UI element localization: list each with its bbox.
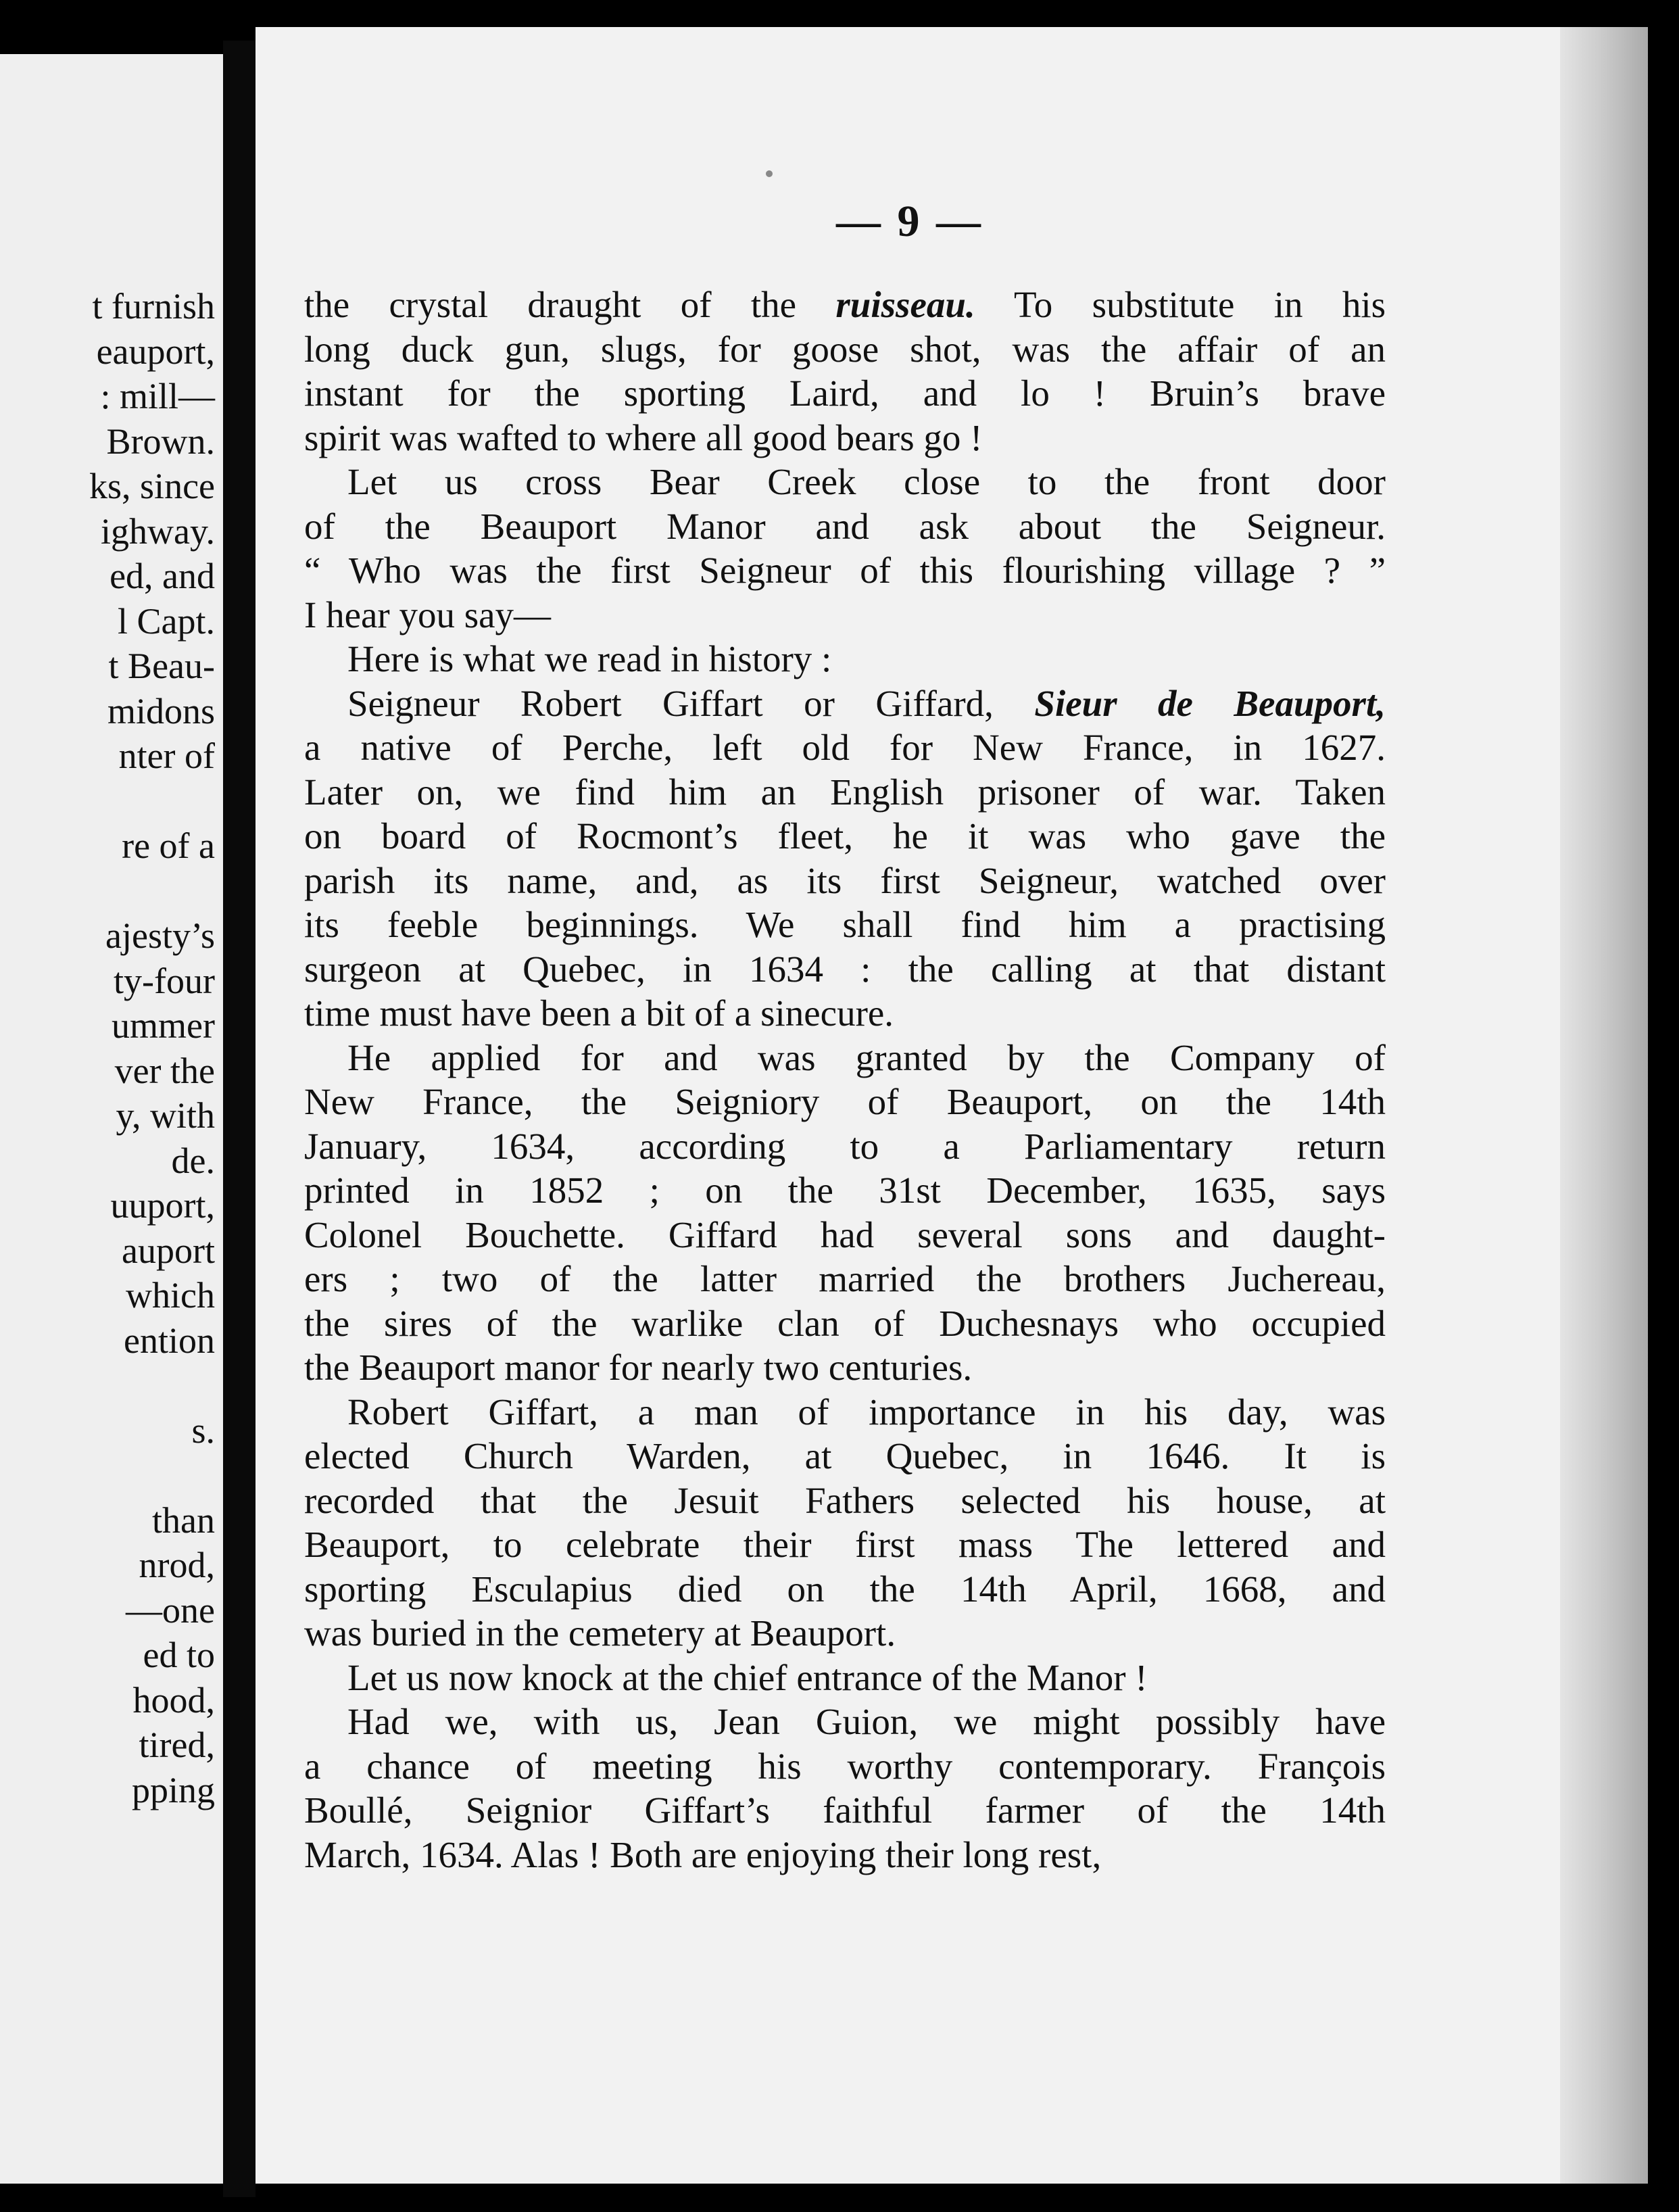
left-page-line: ed, and bbox=[110, 556, 215, 596]
left-page-line: nter of bbox=[118, 736, 215, 776]
text-run: recorded that the Jesuit Fathers selected his house, at bbox=[304, 1479, 1386, 1521]
text-run: He applied for and was granted by the Company of bbox=[347, 1036, 1386, 1078]
text-run: ers ; two of the latter married the brothers Juchereau, bbox=[304, 1258, 1386, 1299]
paper-speck bbox=[766, 170, 773, 177]
text-run: the Beauport manor for nearly two centuries. bbox=[304, 1347, 973, 1388]
text-line bbox=[304, 859, 1386, 903]
text-line bbox=[304, 460, 1386, 504]
text-line bbox=[304, 1833, 1386, 1877]
text-line bbox=[304, 1345, 1386, 1390]
text-run: time must have been a bit of a sinecure. bbox=[304, 992, 894, 1034]
text-line bbox=[304, 1611, 1386, 1656]
text-line bbox=[304, 1124, 1386, 1169]
paragraph bbox=[304, 681, 1386, 1036]
left-page-line: y, with bbox=[116, 1095, 215, 1136]
text-run: surgeon at Quebec, in 1634 : the calling at that distant bbox=[304, 948, 1386, 990]
left-page-line: nrod, bbox=[139, 1545, 215, 1585]
italic-term: ruisseau. bbox=[835, 284, 975, 325]
text-run: Robert Giffart, a man of importance in his day, was bbox=[347, 1391, 1386, 1433]
left-page-line: t Beau- bbox=[108, 646, 215, 686]
text-run: its feeble beginnings. We shall find him a practising bbox=[304, 904, 1386, 945]
text-run: March, 1634. Alas ! Both are enjoying their long rest, bbox=[304, 1833, 1102, 1875]
left-page-line: ummer bbox=[112, 1005, 215, 1046]
text-run: I hear you say— bbox=[304, 594, 552, 635]
left-page-line: ajesty’s bbox=[105, 915, 215, 956]
text-line bbox=[304, 283, 1386, 327]
text-run: Boullé, Seignior Giffart’s faithful farmer of the 14th bbox=[304, 1789, 1386, 1831]
text-run: elected Church Warden, at Quebec, in 1646. It is bbox=[304, 1435, 1386, 1476]
text-line bbox=[304, 1301, 1386, 1346]
text-line bbox=[304, 1656, 1386, 1700]
left-page-line: : mill— bbox=[100, 376, 215, 416]
book-spine bbox=[223, 41, 256, 2197]
body-text bbox=[304, 283, 1386, 1877]
page-edge bbox=[1560, 27, 1648, 2184]
left-page-line: l Capt. bbox=[118, 600, 215, 642]
text-run: long duck gun, slugs, for goose shot, was the affair of an bbox=[304, 328, 1386, 370]
text-line bbox=[304, 814, 1386, 859]
text-run: parish its name, and, as its first Seigneur, watched over bbox=[304, 859, 1386, 901]
italic-term: Sieur de Beauport, bbox=[1034, 682, 1386, 724]
text-line bbox=[304, 903, 1386, 947]
text-run: printed in 1852 ; on the 31st December, 1635, says bbox=[304, 1170, 1386, 1211]
text-line bbox=[304, 416, 1386, 460]
text-line bbox=[304, 681, 1386, 726]
left-page-line: ver the bbox=[114, 1050, 215, 1091]
left-page-line: midons bbox=[107, 690, 215, 731]
text-line bbox=[304, 593, 1386, 638]
text-line bbox=[304, 1788, 1386, 1833]
left-page-line: pping bbox=[131, 1769, 215, 1810]
text-line bbox=[304, 637, 1386, 681]
text-run: a chance of meeting his worthy contemporary. François bbox=[304, 1745, 1386, 1787]
right-page bbox=[256, 27, 1648, 2184]
text-run: January, 1634, according to a Parliamentary return bbox=[304, 1125, 1386, 1167]
paragraph bbox=[304, 1656, 1386, 1700]
left-page-line: ighway. bbox=[101, 510, 215, 552]
text-line bbox=[304, 947, 1386, 992]
left-page-line: de. bbox=[171, 1140, 215, 1181]
left-page-fragment bbox=[0, 54, 228, 2184]
text-run: Here is what we read in history : bbox=[347, 638, 832, 679]
left-page-line: ed to bbox=[143, 1635, 215, 1675]
text-run: of the Beauport Manor and ask about the Seigneur. bbox=[304, 505, 1386, 547]
left-page-line: than bbox=[152, 1499, 215, 1541]
text-line bbox=[304, 1744, 1386, 1789]
text-run: spirit was wafted to where all good bears go ! bbox=[304, 416, 983, 458]
text-run: the crystal draught of the bbox=[304, 284, 836, 325]
text-line bbox=[304, 1036, 1386, 1080]
text-line bbox=[304, 770, 1386, 815]
text-line bbox=[304, 327, 1386, 372]
paragraph bbox=[304, 1036, 1386, 1390]
left-page-line: which bbox=[126, 1275, 215, 1316]
paragraph bbox=[304, 283, 1386, 460]
text-run: a native of Perche, left old for New France, in 1627. bbox=[304, 727, 1386, 768]
paragraph bbox=[304, 1700, 1386, 1877]
text-run: the sires of the warlike clan of Duchesnays who occupied bbox=[304, 1302, 1386, 1344]
left-page-line: ention bbox=[124, 1320, 215, 1361]
left-page-line: s. bbox=[191, 1410, 215, 1451]
text-line bbox=[304, 548, 1386, 593]
text-run: sporting Esculapius died on the 14th April, 1668, and bbox=[304, 1568, 1386, 1610]
text-line bbox=[304, 1478, 1386, 1523]
text-run: was buried in the cemetery at Beauport. bbox=[304, 1612, 896, 1654]
text-line bbox=[304, 1567, 1386, 1612]
text-line bbox=[304, 504, 1386, 549]
text-line bbox=[304, 1080, 1386, 1124]
text-line bbox=[304, 1390, 1386, 1435]
text-run: Seigneur Robert Giffart or Giffard, bbox=[347, 682, 1035, 724]
left-page-line: ks, since bbox=[89, 466, 215, 506]
text-line bbox=[304, 371, 1386, 416]
paragraph bbox=[304, 1390, 1386, 1656]
paragraph bbox=[304, 637, 1386, 681]
text-run: Later on, we find him an English prisoner of war. Taken bbox=[304, 771, 1386, 813]
text-line bbox=[304, 1700, 1386, 1744]
text-run: “ Who was the first Seigneur of this flourishing village ? ” bbox=[304, 550, 1386, 591]
text-line bbox=[304, 1434, 1386, 1478]
text-run: Let us now knock at the chief entrance of the Manor ! bbox=[347, 1656, 1148, 1698]
left-page-line: t furnish bbox=[92, 286, 215, 327]
text-run: on board of Rocmont’s fleet, he it was who gave the bbox=[304, 815, 1386, 857]
left-page-line: uuport, bbox=[110, 1185, 215, 1226]
left-page-line: —one bbox=[126, 1589, 215, 1631]
text-line bbox=[304, 1213, 1386, 1257]
left-page-line: re of a bbox=[122, 825, 215, 866]
left-page-line: ty-four bbox=[114, 960, 215, 1001]
left-page-line: hood, bbox=[132, 1679, 215, 1721]
text-line bbox=[304, 1168, 1386, 1213]
paragraph bbox=[304, 460, 1386, 637]
left-page-line: tired, bbox=[139, 1725, 215, 1765]
text-run: Beauport, to celebrate their first mass The lettered and bbox=[304, 1524, 1386, 1565]
text-line bbox=[304, 1522, 1386, 1567]
page-number: — 9 — bbox=[836, 197, 983, 246]
text-run: Colonel Bouchette. Giffard had several sons and daught- bbox=[304, 1213, 1386, 1255]
text-line bbox=[304, 1257, 1386, 1301]
left-page-line: Brown. bbox=[106, 420, 215, 462]
text-line bbox=[304, 725, 1386, 770]
left-page-line: auport bbox=[122, 1230, 215, 1271]
text-run: New France, the Seigniory of Beauport, on the 14th bbox=[304, 1081, 1386, 1122]
text-run: Had we, with us, Jean Guion, we might possibly have bbox=[347, 1701, 1386, 1742]
text-run: To substitute in his bbox=[975, 284, 1386, 325]
left-page-line: eauport, bbox=[96, 331, 215, 372]
text-run: instant for the sporting Laird, and lo ! Bruin’s brave bbox=[304, 372, 1386, 414]
text-run: Let us cross Bear Creek close to the front door bbox=[347, 461, 1386, 502]
text-line bbox=[304, 991, 1386, 1036]
